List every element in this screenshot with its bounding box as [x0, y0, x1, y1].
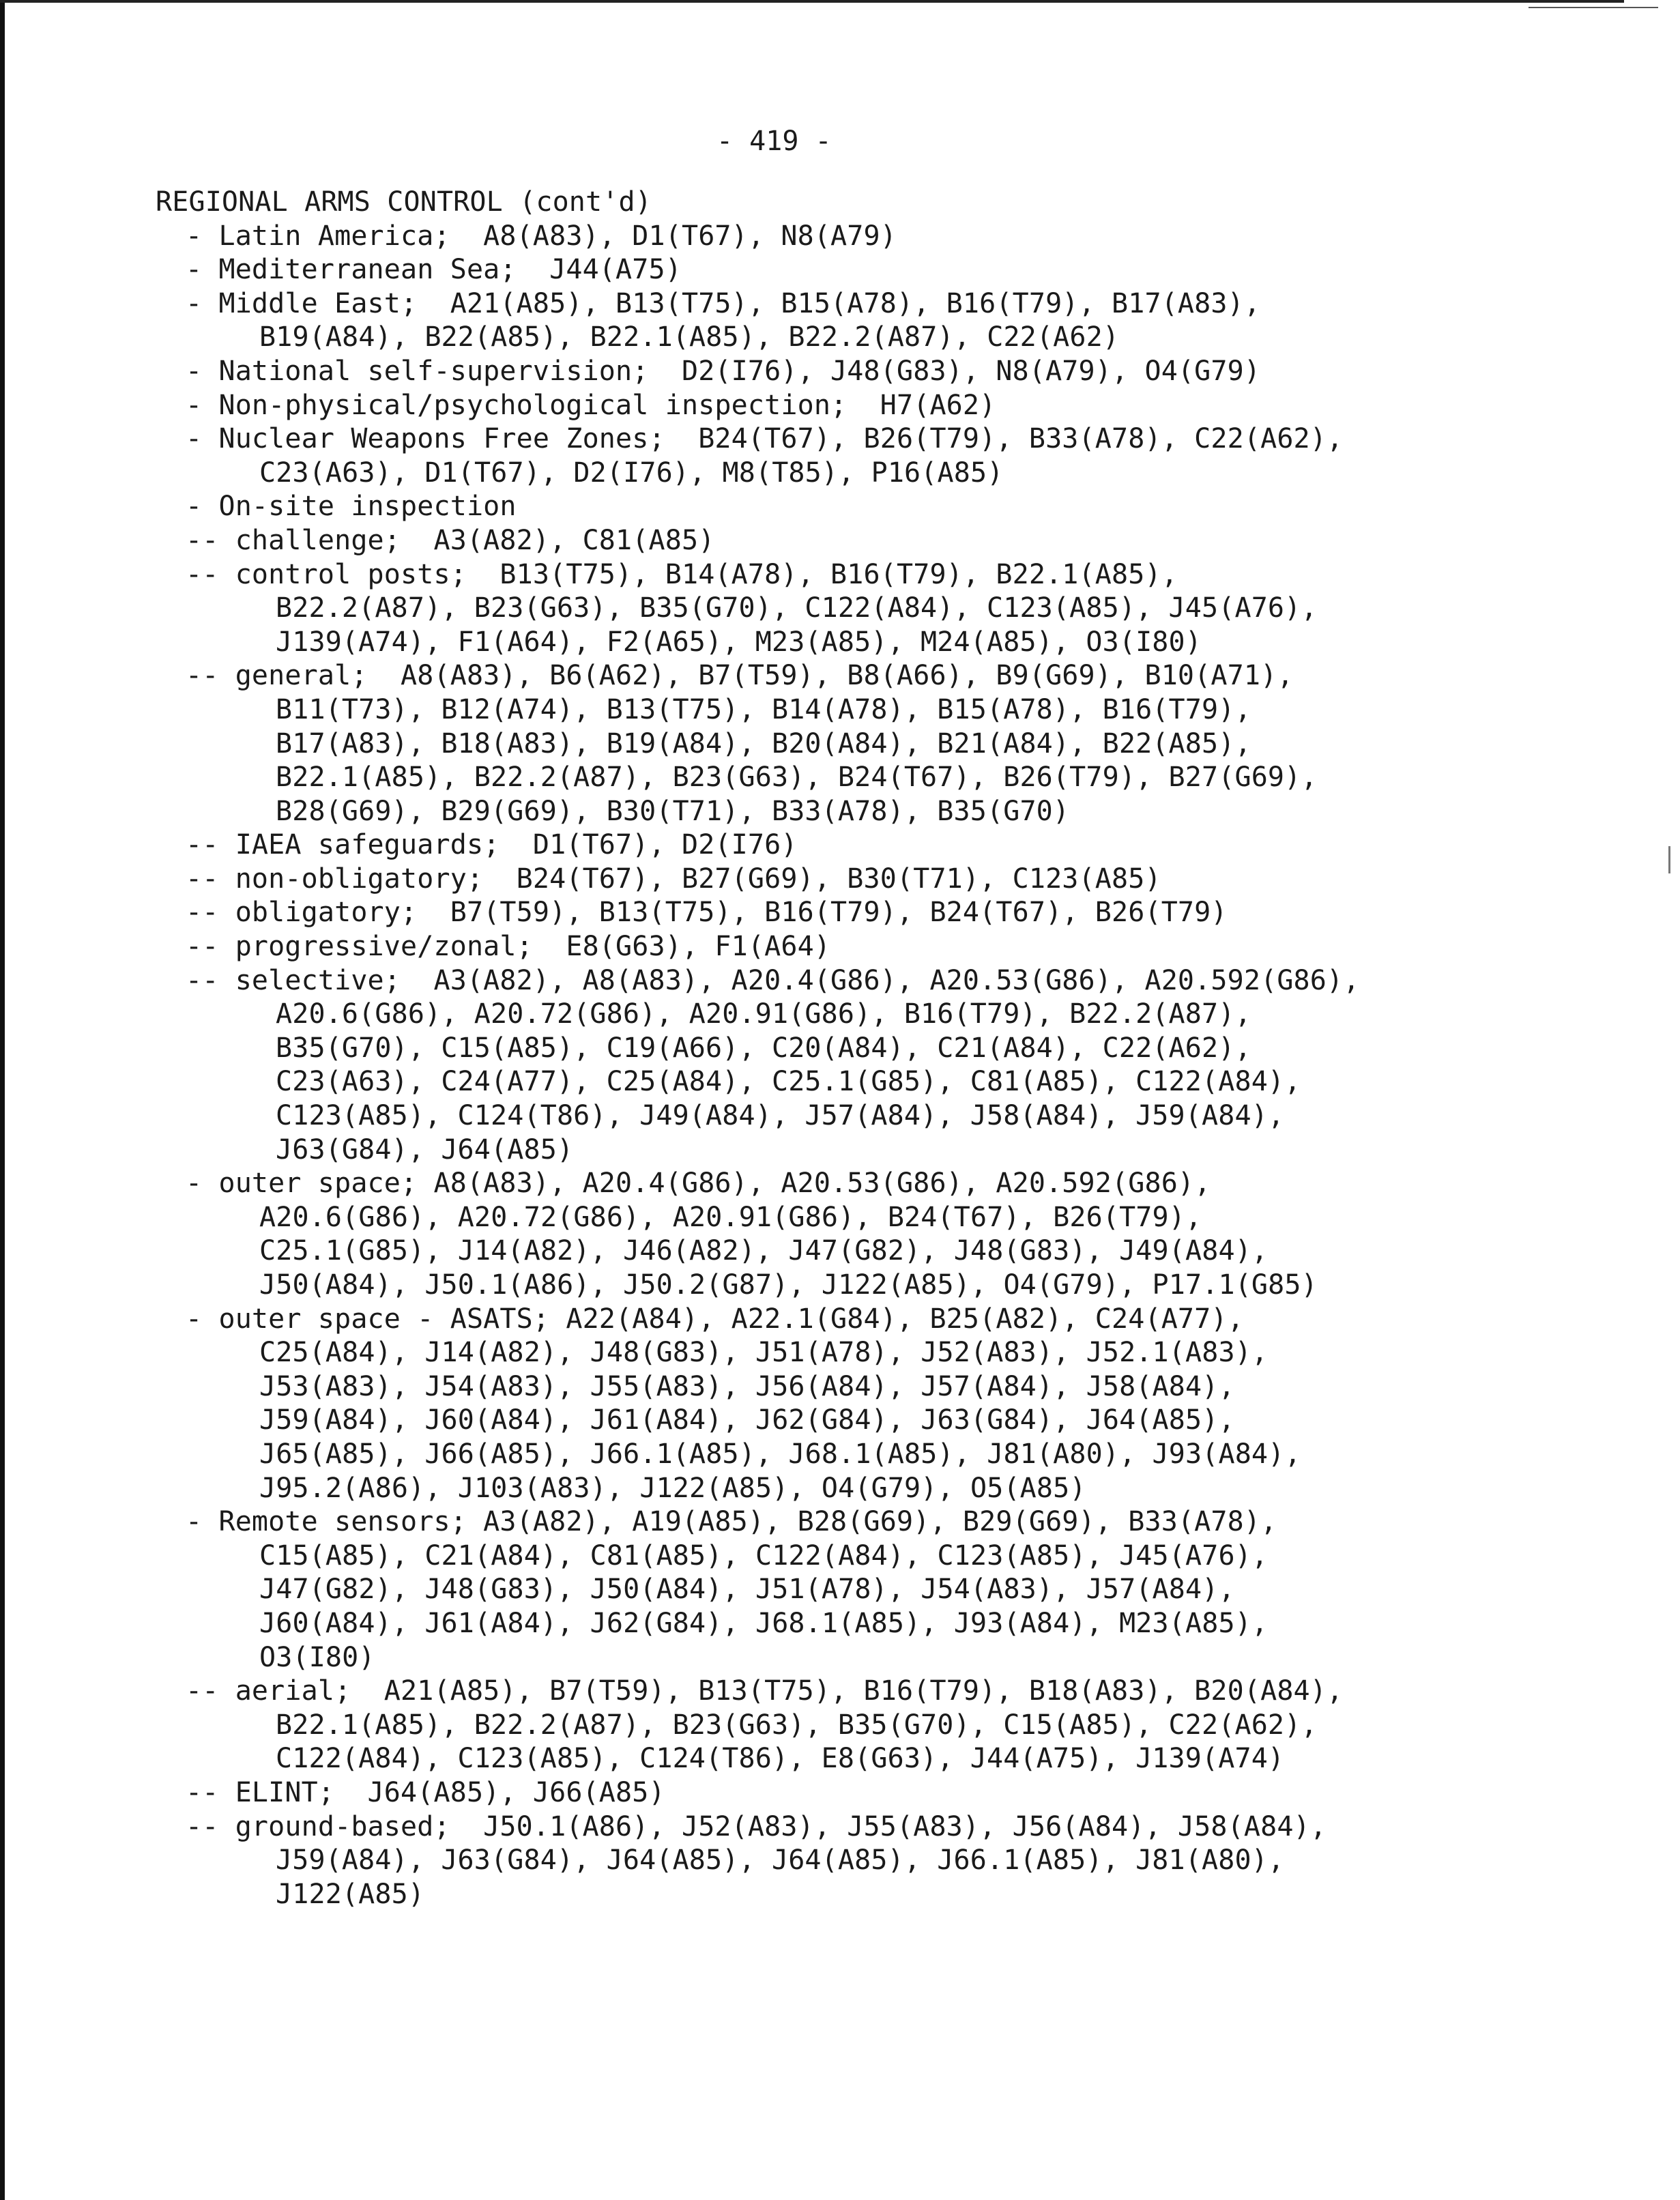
index-entry-line: B22.1(A85), B22.2(A87), B23(G63), B35(G70), C15(A85), C22(A62), [276, 1709, 1318, 1741]
index-entry-line: O3(I80) [259, 1641, 375, 1673]
index-entry-line: B22.2(A87), B23(G63), B35(G70), C122(A84), C123(A85), J45(A76), [276, 592, 1318, 624]
index-entry-line: - outer space - ASATS; A22(A84), A22.1(G84), B25(A82), C24(A77), [186, 1303, 1244, 1335]
index-entry-line: -- ground-based; J50.1(A86), J52(A83), J55(A83), J56(A84), J58(A84), [186, 1810, 1327, 1842]
index-entry-line: C122(A84), C123(A85), C124(T86), E8(G63), J44(A75), J139(A74) [276, 1743, 1285, 1775]
index-entry-line: J95.2(A86), J103(A83), J122(A85), O4(G79), O5(A85) [259, 1472, 1086, 1504]
index-entry-line: -- ELINT; J64(A85), J66(A85) [186, 1776, 665, 1808]
index-entry-line: C123(A85), C124(T86), J49(A84), J57(A84), J58(A84), J59(A84), [276, 1100, 1285, 1132]
index-entry-line: J47(G82), J48(G83), J50(A84), J51(A78), J54(A83), J57(A84), [259, 1574, 1235, 1606]
index-entry-line: C25.1(G85), J14(A82), J46(A82), J47(G82), J48(G83), J49(A84), [259, 1235, 1269, 1267]
index-content [156, 186, 1657, 1911]
index-entry-line: - National self-supervision; D2(I76), J48(G83), N8(A79), O4(G79) [186, 355, 1261, 387]
index-entry-line: J53(A83), J54(A83), J55(A83), J56(A84), J57(A84), J58(A84), [259, 1370, 1235, 1402]
index-entry-line: A20.6(G86), A20.72(G86), A20.91(G86), B16(T79), B22.2(A87), [276, 998, 1251, 1030]
scan-top-edge [0, 0, 1624, 3]
index-entry-line: -- progressive/zonal; E8(G63), F1(A64) [186, 931, 831, 963]
index-entry-line: -- aerial; A21(A85), B7(T59), B13(T75), B16(T79), B18(A83), B20(A84), [186, 1675, 1344, 1707]
index-entry-line: J60(A84), J61(A84), J62(G84), J68.1(A85), J93(A84), M23(A85), [259, 1607, 1269, 1639]
index-entry-line: J122(A85) [276, 1878, 425, 1910]
index-entry-line: -- non-obligatory; B24(T67), B27(G69), B30(T71), C123(A85) [186, 863, 1161, 895]
index-entry-line: J139(A74), F1(A64), F2(A65), M23(A85), M24(A85), O3(I80) [276, 626, 1202, 658]
scan-top-right-line [1529, 7, 1658, 8]
index-entry-line: - outer space; A8(A83), A20.4(G86), A20.53(G86), A20.592(G86), [186, 1168, 1211, 1200]
index-entry-line: -- IAEA safeguards; D1(T67), D2(I76) [186, 829, 798, 861]
index-entry-line: C23(A63), D1(T67), D2(I76), M8(T85), P16(A85) [259, 457, 1004, 489]
index-entry-line: -- general; A8(A83), B6(A62), B7(T59), B8(A66), B9(G69), B10(A71), [186, 660, 1294, 692]
page-number: - 419 - [716, 126, 832, 157]
index-entry-line: -- obligatory; B7(T59), B13(T75), B16(T79), B24(T67), B26(T79) [186, 897, 1228, 929]
index-entry-line: - Remote sensors; A3(A82), A19(A85), B28(G69), B29(G69), B33(A78), [186, 1506, 1277, 1538]
index-entry-line: J65(A85), J66(A85), J66.1(A85), J68.1(A85), J81(A80), J93(A84), [259, 1438, 1301, 1470]
index-entry-line: J59(A84), J60(A84), J61(A84), J62(G84), J63(G84), J64(A85), [259, 1404, 1235, 1436]
index-entry-line: - On-site inspection [186, 491, 517, 523]
index-entry-line: -- control posts; B13(T75), B14(A78), B16(T79), B22.1(A85), [186, 558, 1178, 590]
index-entry-line: J59(A84), J63(G84), J64(A85), J64(A85), J66.1(A85), J81(A80), [276, 1844, 1285, 1877]
index-entry-line: C23(A63), C24(A77), C25(A84), C25.1(G85), C81(A85), C122(A84), [276, 1066, 1301, 1098]
index-entry-line: C15(A85), C21(A84), C81(A85), C122(A84), C123(A85), J45(A76), [259, 1539, 1269, 1572]
index-entry-line: -- challenge; A3(A82), C81(A85) [186, 524, 715, 556]
index-entry-line: - Nuclear Weapons Free Zones; B24(T67), B26(T79), B33(A78), C22(A62), [186, 423, 1344, 455]
index-entry-line: J50(A84), J50.1(A86), J50.2(G87), J122(A85), O4(G79), P17.1(G85) [259, 1269, 1318, 1301]
index-entry-line: B22.1(A85), B22.2(A87), B23(G63), B24(T67), B26(T79), B27(G69), [276, 762, 1318, 794]
index-entry-line: - Mediterranean Sea; J44(A75) [186, 254, 682, 286]
scan-left-edge [0, 0, 5, 2200]
index-entry-line: C25(A84), J14(A82), J48(G83), J51(A78), J52(A83), J52.1(A83), [259, 1337, 1269, 1369]
index-entry-line: B28(G69), B29(G69), B30(T71), B33(A78), B35(G70) [276, 795, 1070, 827]
scan-right-mark [1668, 846, 1670, 873]
index-entry-line: J63(G84), J64(A85) [276, 1133, 574, 1166]
index-entry-line: - Latin America; A8(A83), D1(T67), N8(A79) [186, 220, 897, 252]
index-entry-line: - Non-physical/psychological inspection; H7(A62) [186, 389, 996, 421]
index-entry-line: -- selective; A3(A82), A8(A83), A20.4(G86), A20.53(G86), A20.592(G86), [186, 964, 1360, 996]
section-heading: REGIONAL ARMS CONTROL (cont'd) [156, 186, 652, 218]
index-entry-line: - Middle East; A21(A85), B13(T75), B15(A78), B16(T79), B17(A83), [186, 287, 1261, 319]
index-entry-line: B19(A84), B22(A85), B22.1(A85), B22.2(A87), C22(A62) [259, 321, 1120, 353]
index-entry-line: A20.6(G86), A20.72(G86), A20.91(G86), B24(T67), B26(T79), [259, 1201, 1202, 1233]
index-entry-line: B11(T73), B12(A74), B13(T75), B14(A78), B15(A78), B16(T79), [276, 693, 1251, 725]
index-entry-line: B17(A83), B18(A83), B19(A84), B20(A84), B21(A84), B22(A85), [276, 727, 1251, 759]
index-entry-line: B35(G70), C15(A85), C19(A66), C20(A84), C21(A84), C22(A62), [276, 1032, 1251, 1064]
